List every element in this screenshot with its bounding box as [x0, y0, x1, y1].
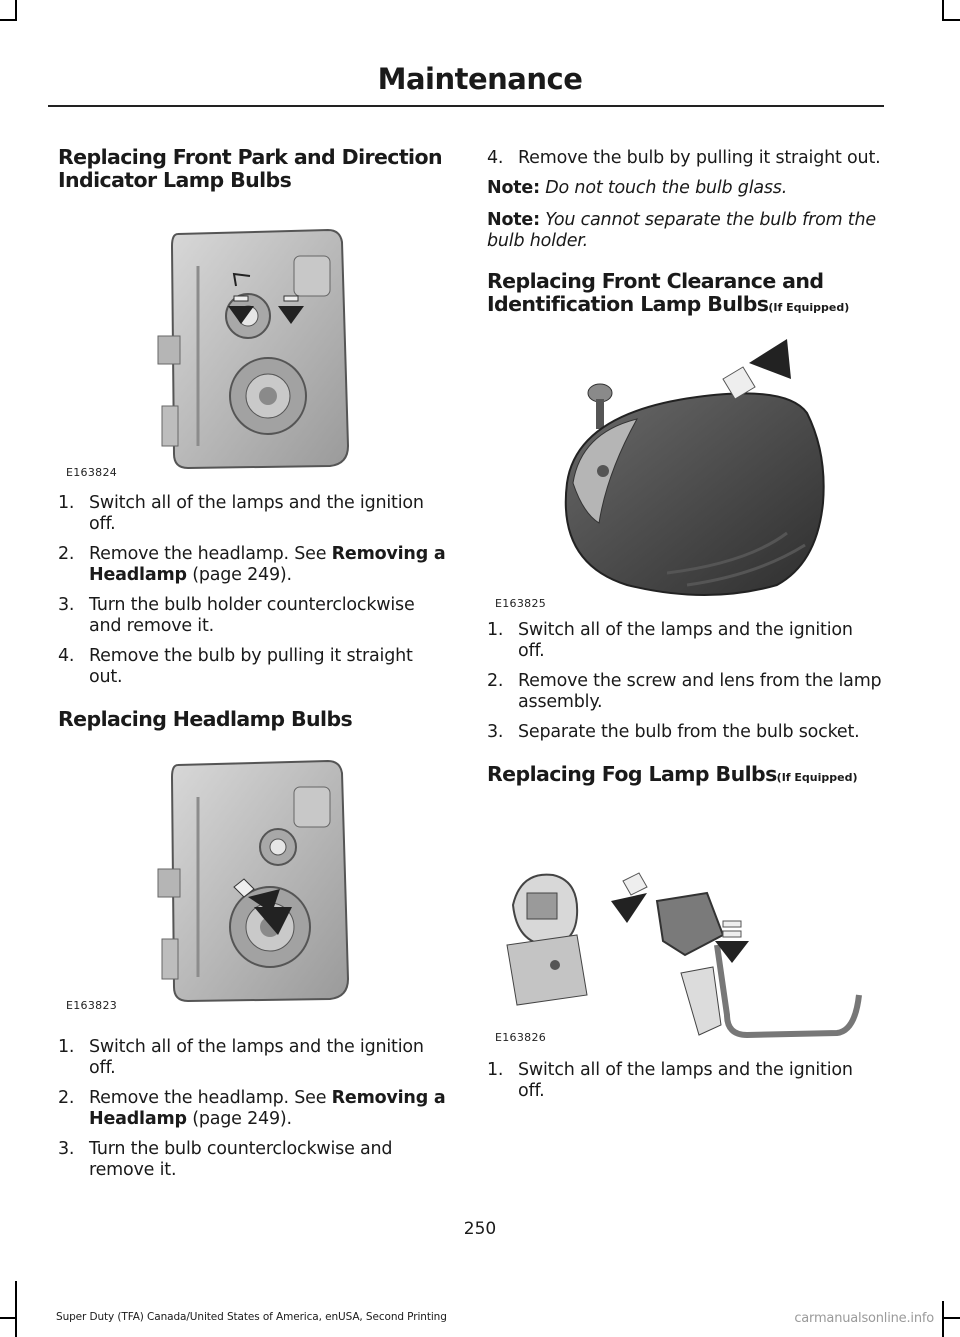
list-item: 3. Turn the bulb holder counterclockwise and remove it.: [58, 595, 415, 636]
section-title-fog-lamp: Replacing Fog Lamp Bulbs(If Equipped): [487, 762, 858, 786]
crop-mark-top-right-h: [942, 19, 960, 21]
crop-mark-top-left-v: [15, 0, 17, 21]
right-column: [487, 146, 882, 1111]
screw-icon: [588, 384, 612, 429]
fog-lamp-illustration: [487, 795, 882, 1070]
figure-code: E163824: [66, 466, 118, 479]
cross-reference-link[interactable]: Removing a Headlamp: [89, 1088, 446, 1129]
crop-mark-top-right-v: [942, 0, 944, 21]
steps-list-headlamp: [58, 1037, 450, 1181]
list-item: 2. Remove the headlamp. See Removing a Headlamp (page 249).: [58, 1088, 446, 1129]
section-title-front-park-lamp: Replacing Front Park and Direction Indicator Lamp Bulbs: [58, 145, 442, 192]
crop-mark-bottom-right-h: [942, 1317, 960, 1319]
arrow-up-right-icon: [723, 339, 791, 399]
list-item: 3. Turn the bulb counterclockwise and remove it.: [58, 1139, 393, 1180]
steps-list-park-lamp-continued: [487, 148, 882, 169]
clearance-lamp-illustration: [487, 323, 882, 608]
note: Note: Do not touch the bulb glass.: [487, 178, 788, 198]
list-item: 1. Switch all of the lamps and the ignition off.: [487, 1060, 853, 1101]
steps-list-clearance-lamp: [487, 620, 882, 743]
footer-text: Super Duty (TFA) Canada/United States of America, enUSA, Second Printing: [56, 1311, 447, 1323]
figure-park-lamp: [58, 196, 450, 486]
figure-code: E163826: [495, 1031, 547, 1044]
figure-code: E163825: [495, 597, 547, 610]
note: Note: You cannot separate the bulb from the bulb holder.: [487, 210, 876, 251]
section-title-headlamp-bulbs: Replacing Headlamp Bulbs: [58, 707, 353, 731]
figure-clearance-lamp: [487, 323, 882, 608]
list-item: 3. Separate the bulb from the bulb socket.: [487, 722, 860, 742]
figure-fog-lamp: [487, 795, 882, 1070]
steps-list-park-lamp: [58, 493, 450, 688]
crop-mark-bottom-left-v: [15, 1281, 17, 1337]
header-divider: [48, 105, 884, 107]
crop-mark-bottom-right-v: [942, 1301, 944, 1337]
cross-reference-link[interactable]: Removing a Headlamp: [89, 544, 446, 585]
list-item: 2. Remove the screw and lens from the lamp assembly.: [487, 671, 882, 712]
page-number: 250: [463, 1219, 497, 1239]
arrow-down-left-icon: [611, 873, 647, 923]
crop-mark-top-left-h: [0, 19, 17, 21]
crop-mark-bottom-left-h: [0, 1317, 17, 1319]
left-column: [58, 146, 450, 1190]
headlamp-rear-illustration: [58, 196, 450, 486]
section-title-clearance-lamp: Replacing Front Clearance and Identification Lamp Bulbs(If Equipped): [487, 269, 850, 316]
figure-code: E163823: [66, 999, 118, 1012]
headlamp-rear-illustration: [58, 737, 450, 1027]
list-item: 1. Switch all of the lamps and the ignition off.: [487, 620, 853, 661]
list-item: 2. Remove the headlamp. See Removing a Headlamp (page 249).: [58, 544, 446, 585]
list-item: 4. Remove the bulb by pulling it straight out.: [58, 646, 413, 687]
watermark: carmanualsonline.info: [794, 1311, 934, 1326]
list-item: 1. Switch all of the lamps and the ignition off.: [58, 493, 424, 534]
list-item: 4. Remove the bulb by pulling it straight out.: [487, 148, 881, 168]
list-item: 1. Switch all of the lamps and the ignition off.: [58, 1037, 424, 1078]
figure-headlamp-bulbs: [58, 737, 450, 1027]
steps-list-fog-lamp: [487, 1060, 882, 1102]
page-title: Maintenance: [377, 62, 583, 96]
